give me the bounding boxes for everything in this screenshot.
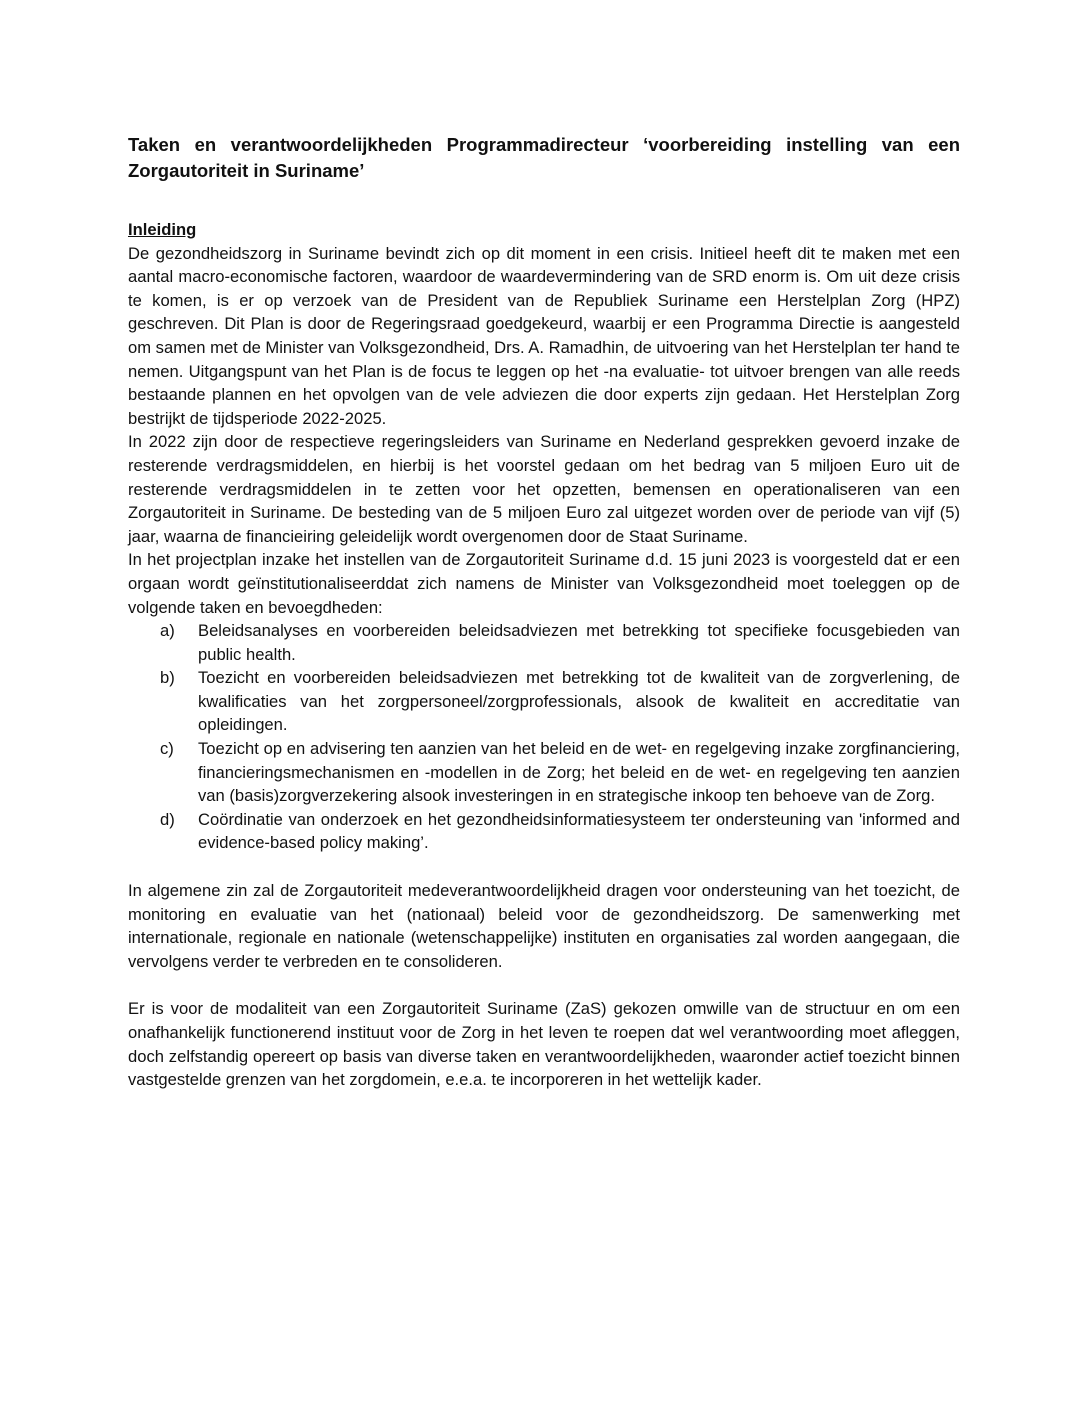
list-item [128,619,960,666]
document-body [128,218,960,1092]
list-item [128,737,960,808]
intro-paragraph-3: In het projectplan inzake het instellen van de Zorgautoriteit Suriname d.d. 15 juni 2023 is voorgesteld dat er een orgaan wordt geïnstitutionaliseerddat zich namens de Minister van Volksgezondheid moet toeleggen op de volgende taken en bevoegdheden: [128,550,960,617]
list-item [128,808,960,855]
list-item-text: Beleidsanalyses en voorbereiden beleidsadviezen met betrekking tot specifieke focusgebieden van public health. [198,621,960,664]
list-item-text: Coördinatie van onderzoek en het gezondheidsinformatiesysteem ter ondersteuning van 'informed and evidence-based policy making’. [198,809,960,853]
list-item-text: Toezicht en voorbereiden beleidsadviezen met betrekking tot de kwaliteit van de zorgverlening, de kwalificaties van het zorgpersoneel/zorgprofessionals, alsook de kwaliteit en accreditatie van opleidingen. [198,668,960,735]
list-marker: d) [160,809,175,829]
intro-paragraph-1: De gezondheidszorg in Suriname bevindt zich op dit moment in een crisis. Initieel heeft dit te maken met een aantal macro-economische factoren, waardoor de waardevermindering van de SRD enorm is. Om uit deze crisis te komen, is er op verzoek van de President van de Republiek Suriname een Herstelplan Zorg (HPZ) geschreven. Dit Plan is door de Regeringsraad goedgekeurd, waarbij er een Programma Directie is aangesteld om samen met de Minister van Volksgezondheid, Drs. A. Ramadhin, de uitvoering van het Herstelplan ter hand te nemen. Uitgangspunt van het Plan is de focus te leggen op het -na evaluatie- tot uitvoer brengen van alle reeds bestaande plannen en het opvolgen van de vele adviezen die door experts zijn gedaan. Het Herstelplan Zorg bestrijkt de tijdsperiode 2022-2025. [128,243,960,428]
list-item [128,666,960,737]
closing-paragraph-2: Er is voor de modaliteit van een Zorgautoriteit Suriname (ZaS) gekozen omwille van de structuur en om een onafhankelijk functionerend instituut voor de Zorg in het leven te roepen dat wel verantwoording moet afleggen, doch zelfstandig opereert op basis van diverse taken en verantwoordelijkheden, waaronder actief toezicht binnen vastgestelde grenzen van het zorgdomein, e.e.a. te incorporeren in het wettelijk kader. [128,999,960,1090]
document-title: Taken en verantwoordelijkheden Programmadirecteur ‘voorbereiding instelling van een Zorgautoriteit in Suriname’ [128,134,960,181]
section-heading: Inleiding [128,220,197,239]
list-marker: a) [160,621,175,641]
paragraph-spacer [128,973,960,997]
list-marker: b) [160,668,175,688]
paragraph-spacer [128,855,960,879]
list-marker: c) [160,739,174,759]
tasks-list [128,619,960,855]
list-item-text: Toezicht op en advisering ten aanzien van het beleid en de wet- en regelgeving inzake zorgfinanciering, financieringsmechanismen en -modellen in de Zorg; het beleid en de wet- en regelgeving ten aanzien van (basis)zorgverzekering alsook investeringen in en strategische inkoop ten behoeve van de Zorg. [198,739,960,806]
closing-paragraph-1: In algemene zin zal de Zorgautoriteit medeverantwoordelijkheid dragen voor ondersteuning van het toezicht, de monitoring en evaluatie van het (nationaal) beleid voor de gezondheidszorg. De samenwerking met internationale, regionale en nationale (wetenschappelijke) instituten en organisaties zal worden aangegaan, die vervolgens verder te verbreden en te consolideren. [128,881,960,971]
intro-paragraph-2: In 2022 zijn door de respectieve regeringsleiders van Suriname en Nederland gesprekken gevoerd inzake de resterende verdragsmiddelen, en hierbij is het voorstel gedaan om het bedrag van 5 miljoen Euro uit de resterende verdragsmiddelen in te zetten voor het opzetten, bemensen en operationaliseren van een Zorgautoriteit in Suriname. De besteding van de 5 miljoen Euro zal uitgezet worden over de periode van vijf (5) jaar, waarna de financieiring geleidelijk wordt overgenomen door de Staat Suriname. [128,432,960,546]
